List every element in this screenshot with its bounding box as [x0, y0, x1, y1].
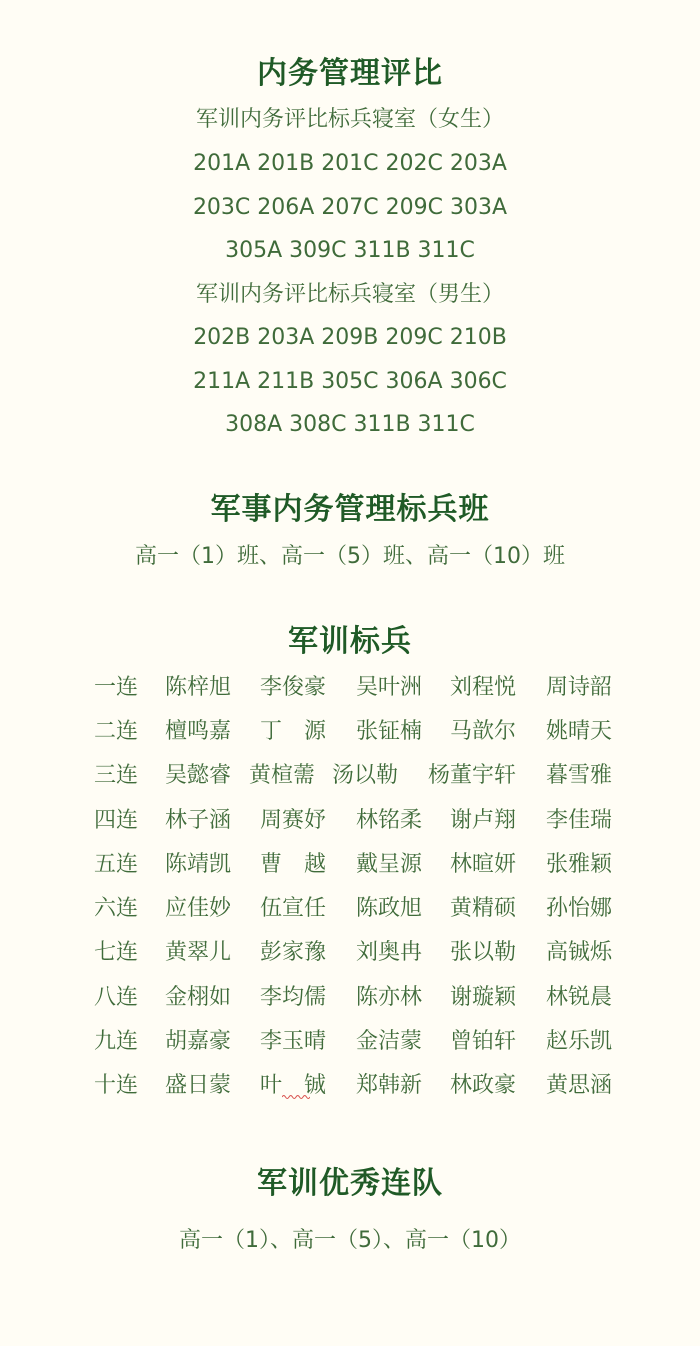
trainee-name: 檀鸣嘉: [165, 719, 232, 744]
trainee-name: 黄翠儿: [165, 940, 232, 965]
trainee-name: 赵乐凯: [546, 1029, 613, 1054]
model-class-title: 军事内务管理标兵班: [210, 492, 490, 527]
trainee-name: 黄精硕: [450, 896, 517, 921]
trainee-name: 暮雪雅: [546, 763, 613, 788]
roster-row: [0, 717, 700, 747]
trainee-name: 李俊豪: [260, 675, 327, 700]
trainee-name: 郑韩新: [356, 1073, 423, 1098]
dorm-inspection-title: 内务管理评比: [257, 56, 443, 91]
trainee-name: 李佳瑞: [546, 808, 613, 833]
roster-row: [0, 938, 700, 968]
model-trainee-title: 军训标兵: [288, 624, 412, 659]
company-label: 四连: [94, 808, 139, 833]
trainee-name: 胡嘉豪: [165, 1029, 232, 1054]
trainee-name: 金洁蒙: [356, 1029, 423, 1054]
female-dorm-heading: 军训内务评比标兵寝室（女生）: [195, 107, 504, 132]
trainee-name: 黄思涵: [546, 1073, 613, 1098]
female-rooms-line-3: 305A 309C 311B 311C: [225, 238, 475, 263]
trainee-name: 黄楦薷: [249, 763, 316, 788]
male-rooms-line-1: 202B 203A 209B 209C 210B: [193, 325, 507, 350]
trainee-name: 林锐晨: [546, 985, 613, 1010]
trainee-name: 林子涵: [165, 808, 232, 833]
trainee-name: 谢璇颖: [450, 985, 517, 1010]
trainee-name: 汤以勒: [332, 763, 399, 788]
trainee-name: 马歆尔: [450, 719, 517, 744]
company-label: 十连: [94, 1073, 139, 1098]
company-label: 七连: [94, 940, 139, 965]
company-label: 三连: [94, 763, 139, 788]
roster-row: [0, 1071, 700, 1101]
roster-row: [0, 673, 700, 703]
trainee-name: 伍宣任: [260, 896, 327, 921]
spellcheck-underline: [282, 1094, 310, 1100]
trainee-name: 周诗韶: [546, 675, 613, 700]
company-label: 九连: [94, 1029, 139, 1054]
trainee-name: 张以勒: [450, 940, 517, 965]
excellent-company-title: 军训优秀连队: [257, 1166, 443, 1201]
company-label: 一连: [94, 675, 139, 700]
trainee-name: 刘程悦: [450, 675, 517, 700]
trainee-name: 丁 源: [260, 719, 327, 744]
roster-row: [0, 850, 700, 880]
trainee-name: 曹 越: [260, 852, 327, 877]
trainee-name: 吴叶洲: [356, 675, 423, 700]
roster-row: [0, 894, 700, 924]
roster-row: [0, 983, 700, 1013]
trainee-name: 李均儒: [260, 985, 327, 1010]
trainee-name: 周赛妤: [260, 808, 327, 833]
trainee-name: 张钲楠: [356, 719, 423, 744]
trainee-name: 李玉晴: [260, 1029, 327, 1054]
male-dorm-heading: 军训内务评比标兵寝室（男生）: [195, 282, 504, 307]
company-label: 五连: [94, 852, 139, 877]
excellent-company-list: 高一（1）、高一（5）、高一（10）: [179, 1228, 521, 1253]
trainee-name: 应佳妙: [165, 896, 232, 921]
trainee-name: 姚晴天: [546, 719, 613, 744]
trainee-name: 孙怡娜: [546, 896, 613, 921]
male-rooms-line-2: 211A 211B 305C 306A 306C: [193, 369, 507, 394]
company-label: 二连: [94, 719, 139, 744]
trainee-name: 曾铂轩: [450, 1029, 517, 1054]
roster-row: [0, 1027, 700, 1057]
roster-row: [0, 806, 700, 836]
company-label: 八连: [94, 985, 139, 1010]
trainee-name: 林暄妍: [450, 852, 517, 877]
trainee-name: 陈亦林: [356, 985, 423, 1010]
trainee-name: 高铖烁: [546, 940, 613, 965]
trainee-name: 杨董宇轩: [428, 763, 517, 788]
model-class-list: 高一（1）班、高一（5）班、高一（10）班: [135, 544, 565, 569]
male-rooms-line-3: 308A 308C 311B 311C: [225, 412, 475, 437]
trainee-name: 刘奥冉: [356, 940, 423, 965]
female-rooms-line-2: 203C 206A 207C 209C 303A: [192, 195, 508, 220]
trainee-name: 张雅颖: [546, 852, 613, 877]
trainee-name: 戴呈源: [356, 852, 423, 877]
trainee-name: 林政豪: [450, 1073, 517, 1098]
trainee-name: 叶 铖: [260, 1073, 327, 1098]
trainee-name: 彭家豫: [260, 940, 327, 965]
roster-row: [0, 761, 700, 791]
trainee-name: 吴懿睿: [165, 763, 232, 788]
company-label: 六连: [94, 896, 139, 921]
trainee-name: 陈政旭: [356, 896, 423, 921]
trainee-name: 金栩如: [165, 985, 232, 1010]
trainee-name: 陈梓旭: [165, 675, 232, 700]
trainee-name: 林铭柔: [356, 808, 423, 833]
female-rooms-line-1: 201A 201B 201C 202C 203A: [193, 151, 507, 176]
trainee-name: 陈靖凯: [165, 852, 232, 877]
trainee-name: 谢卢翔: [450, 808, 517, 833]
trainee-name: 盛日蒙: [165, 1073, 232, 1098]
